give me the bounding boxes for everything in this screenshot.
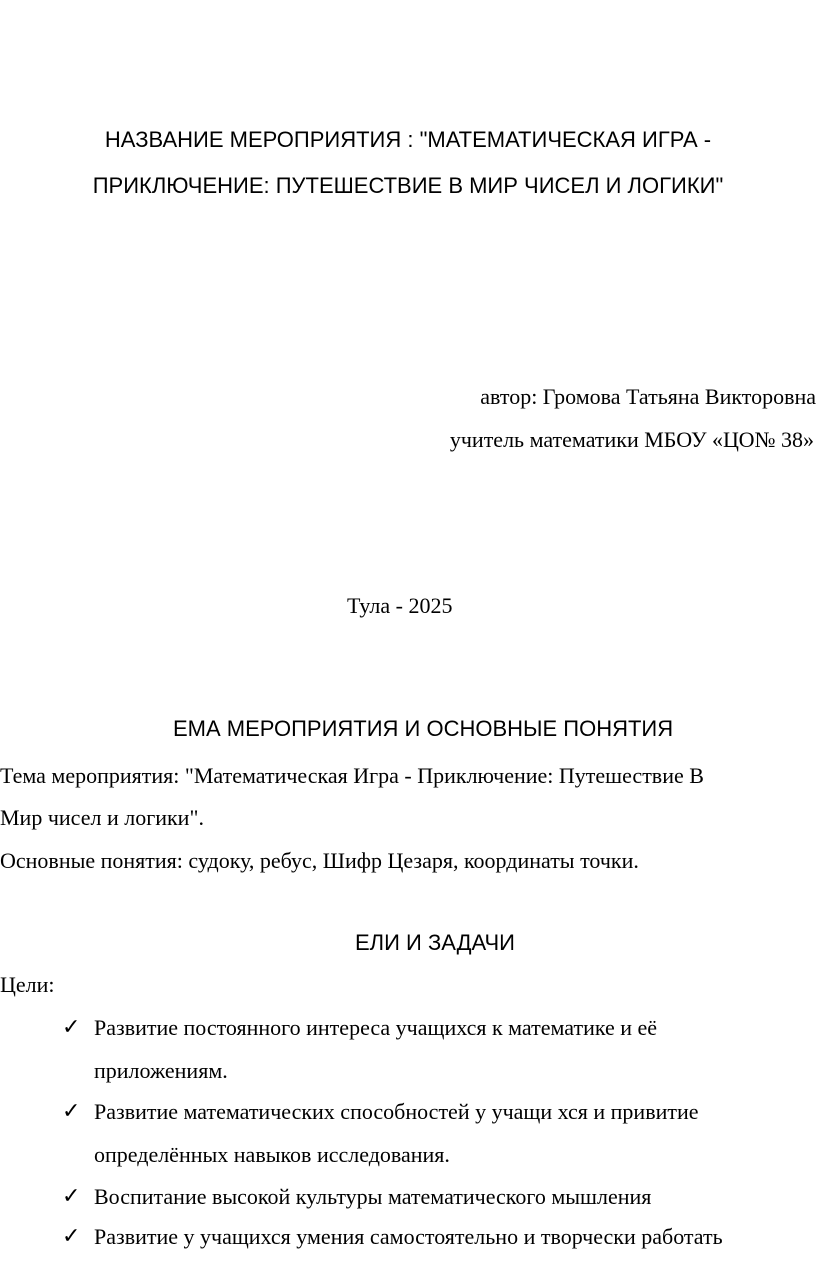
theme-line-1: Тема мероприятия: "Математическая Игра - Приключение: Путешествие В [0, 763, 704, 788]
goal-item-1-line-2: приложениям. [94, 1058, 228, 1083]
goal-item-2-line-2: определённых навыков исследования. [94, 1142, 450, 1167]
checkmark-icon: ✓ [62, 1015, 81, 1040]
theme-line-2: Мир чисел и логики". [0, 805, 204, 830]
author-name: автор: Громова Татьяна Викторовна [480, 384, 816, 409]
author-position: учитель математики МБОУ «ЦО№ 38» [449, 427, 814, 452]
section-heading-theme: ЕМА МЕРОПРИЯТИЯ И ОСНОВНЫЕ ПОНЯТИЯ [173, 716, 674, 741]
basic-concepts: Основные понятия: судоку, ребус, Шифр Цезаря, координаты точки. [0, 848, 639, 873]
checkmark-icon: ✓ [62, 1184, 81, 1209]
place-year: Тула - 2025 [347, 593, 453, 618]
goals-label: Цели: [0, 972, 55, 997]
goal-item-4-line-1: Развитие у учащихся умения самостоятельно и творчески работать [94, 1224, 723, 1249]
goal-item-2-line-1: Развитие математических способностей у учащи хся и привитие [94, 1099, 699, 1124]
event-title-line-1: НАЗВАНИЕ МЕРОПРИЯТИЯ : "МАТЕМАТИЧЕСКАЯ ИГРА - [104, 127, 712, 152]
section-heading-goals: ЕЛИ И ЗАДАЧИ [355, 930, 515, 955]
goal-item-1-line-1: Развитие постоянного интереса учащихся к математике и её [94, 1015, 658, 1040]
event-title-line-2: ПРИКЛЮЧЕНИЕ: ПУТЕШЕСТВИЕ В МИР ЧИСЕЛ И ЛОГИКИ" [92, 173, 724, 198]
checkmark-icon: ✓ [62, 1224, 81, 1249]
goal-item-3-line-1: Воспитание высокой культуры математического мышления [94, 1184, 652, 1209]
checkmark-icon: ✓ [62, 1099, 81, 1124]
